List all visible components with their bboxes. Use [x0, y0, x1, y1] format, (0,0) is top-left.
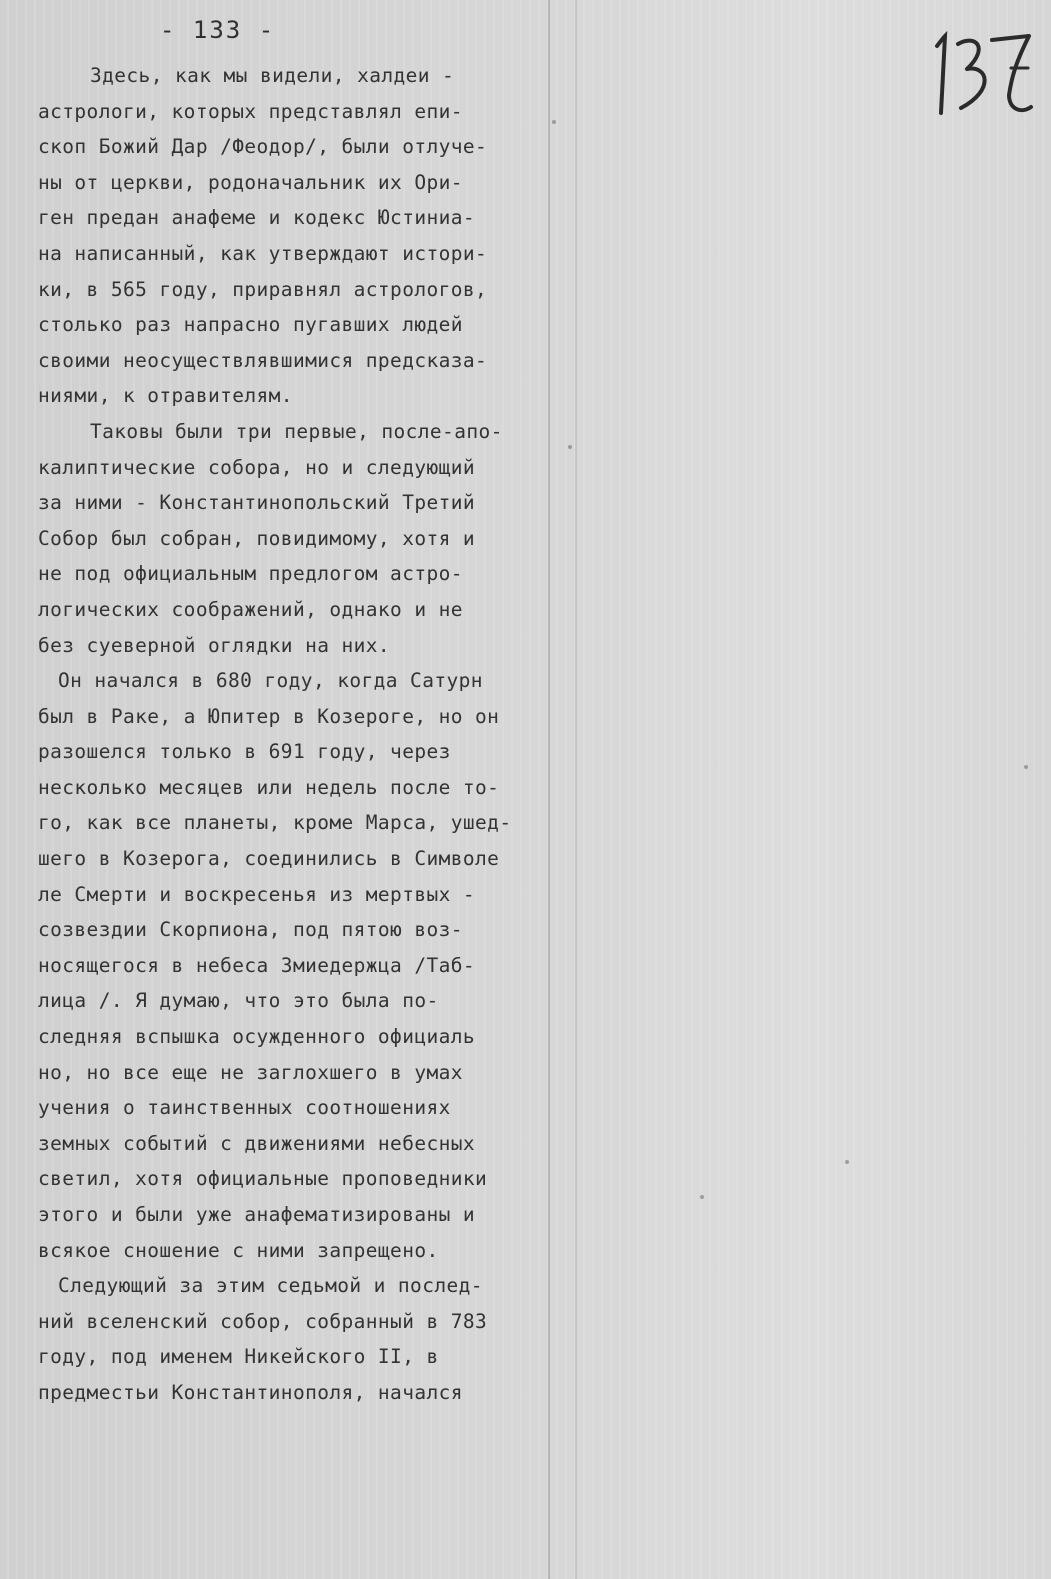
text-line: учения о таинственных соотношениях	[38, 1096, 451, 1120]
text-line: Он начался в 680 году, когда Сатурн	[58, 669, 483, 693]
paper-speck	[700, 1195, 704, 1199]
text-line: этого и были уже анафематизированы и	[38, 1203, 476, 1226]
text-line: ны от церкви, родоначальник их Ори-	[38, 170, 463, 194]
text-line: столько раз напрасно пугавших людей	[38, 313, 463, 337]
text-line: разошелся только в 691 году, через	[38, 740, 451, 764]
text-line: ле Смерти и воскресенья из мертвых -	[38, 882, 476, 906]
text-line: логических соображений, однако и не	[38, 597, 463, 621]
text-line: лица /. Я думаю, что это была по-	[38, 989, 439, 1013]
text-line: Таковы были три первые, после-апо-	[90, 419, 503, 443]
text-line: ки, в 565 году, приравнял астрологов,	[38, 277, 488, 301]
text-line: Следующий за этим седьмой и послед-	[58, 1274, 483, 1298]
text-line: всякое сношение с ними запрещено.	[38, 1238, 439, 1262]
text-line: без суеверной оглядки на них.	[38, 633, 391, 657]
text-line: несколько месяцев или недель после то-	[38, 775, 500, 799]
typed-text-block	[38, 58, 538, 1411]
text-line: ний вселенский собор, собранный в 783	[38, 1309, 488, 1333]
text-line: ген предан анафеме и кодекс Юстиниа-	[38, 206, 476, 230]
text-line: не под официальным предлогом астро-	[38, 562, 463, 586]
text-line: светил, хотя официальные проповедники	[38, 1167, 488, 1191]
handwritten-folio-number	[920, 25, 1040, 125]
text-line: своими неосуществлявшимися предсказа-	[38, 348, 488, 372]
text-line: но, но все еще не заглохшего в умах	[38, 1060, 463, 1084]
paper-speck	[568, 445, 572, 449]
paper-fold-line	[575, 0, 577, 1579]
paper-speck	[1024, 765, 1028, 769]
text-line: на написанный, как утверждают истори-	[38, 241, 488, 265]
text-line: за ними - Константинопольский Третий	[38, 491, 476, 515]
text-line: предместьи Константинополя, начался	[38, 1380, 463, 1404]
text-line: носящегося в небеса Змиедержца /Таб-	[38, 953, 476, 977]
text-line: был в Раке, а Юпитер в Козероге, но он	[38, 704, 500, 728]
paper-speck	[552, 120, 556, 124]
text-line: калиптические собора, но и следующий	[38, 455, 476, 479]
text-line: созвездии Скорпиона, под пятою воз-	[38, 918, 463, 942]
text-line: ниями, к отравителям.	[38, 384, 293, 408]
text-line: скоп Божий Дар /Феодор/, были отлуче-	[38, 135, 488, 159]
page-number: - 133 -	[160, 16, 276, 44]
paper-speck	[845, 1160, 849, 1164]
text-line: го, как все планеты, кроме Марса, ушед-	[38, 811, 512, 835]
text-line: шего в Козерога, соединились в Символе	[38, 847, 500, 871]
text-line: земных событий с движениями небесных	[38, 1131, 476, 1155]
paper-fold-line	[548, 0, 550, 1579]
text-line: Здесь, как мы видели, халдеи -	[90, 64, 455, 87]
text-line: Собор был собран, повидимому, хотя и	[38, 526, 476, 550]
text-line: году, под именем Никейского II, в	[38, 1345, 439, 1369]
text-line: следняя вспышка осужденного официаль	[38, 1025, 476, 1049]
text-line: астрологи, которых представлял епи-	[38, 99, 463, 123]
